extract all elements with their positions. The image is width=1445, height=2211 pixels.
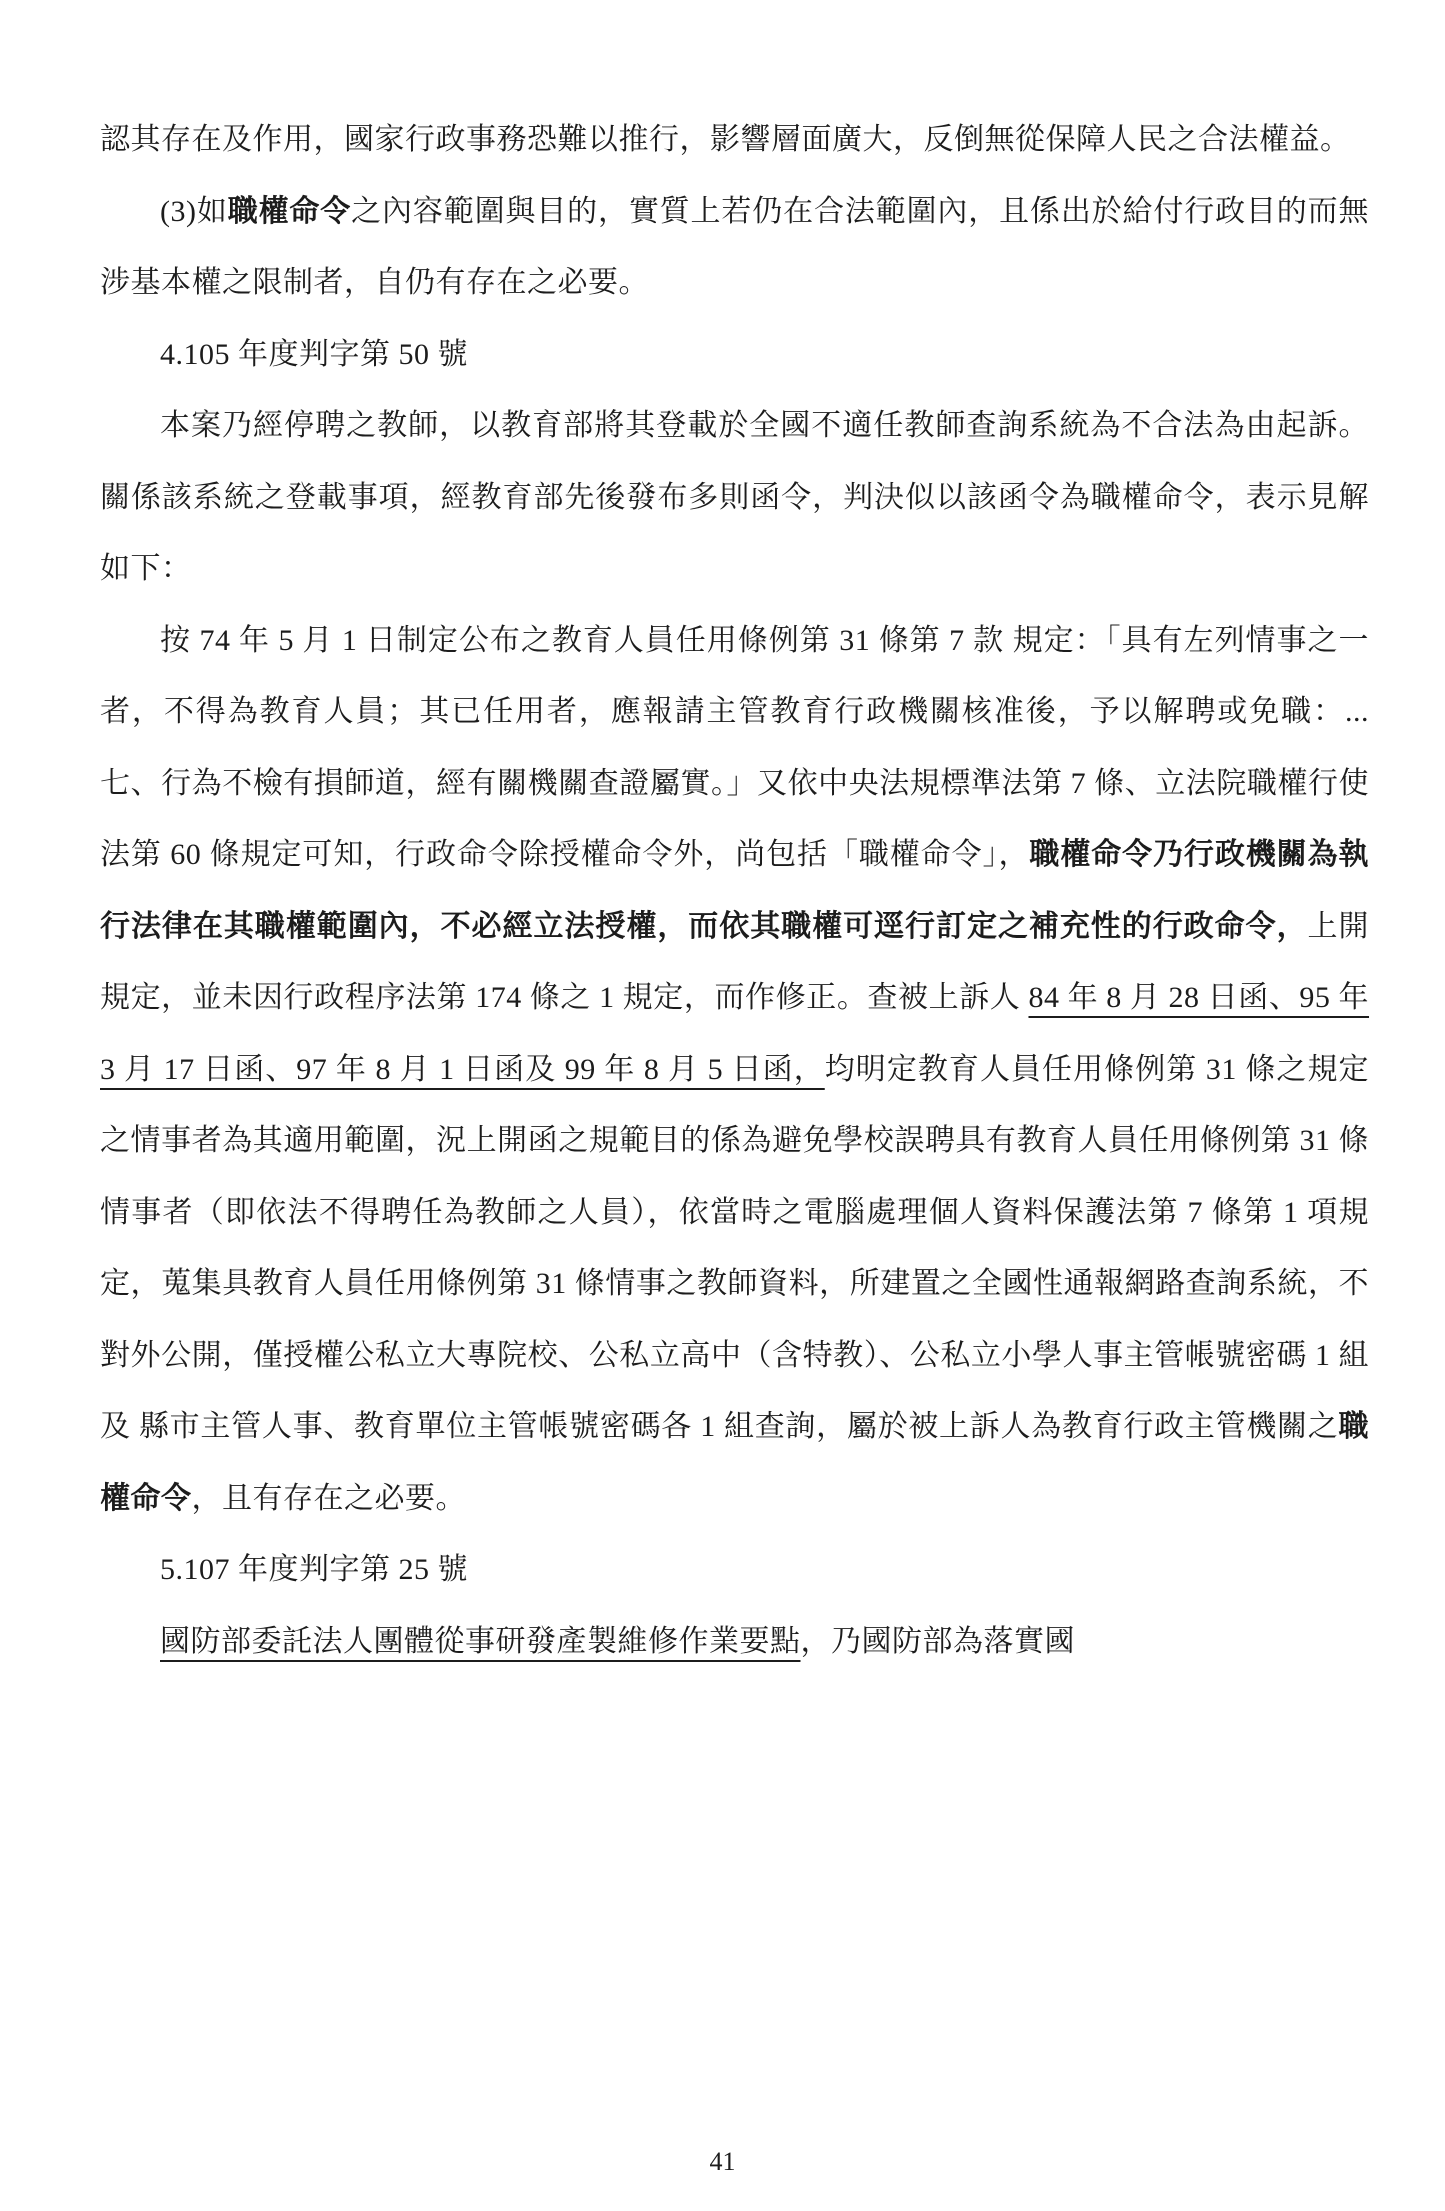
bold-text: 職權命令 <box>227 194 352 228</box>
underlined-text: 84 年 8 月 28 日函、95 年 3 月 17 日函、97 年 8 月 1 日函及 99 年 8 月 5 日函， <box>100 981 1370 1086</box>
paragraph <box>100 1606 1369 1678</box>
page-number: 41 <box>709 2147 736 2176</box>
paragraph <box>100 390 1369 605</box>
body-text: 上開規定，並未因行政程序法第 174 條之 1 規定，而作修正。查被上訴人 <box>100 909 1370 1014</box>
paragraph <box>100 605 1369 1535</box>
body-text: (3)如 <box>160 194 228 228</box>
paragraph <box>100 319 1369 391</box>
body-text: 之內容範圍與目的，實質上若仍在合法範圍內，且係出於給付行政目的而無涉基本權之限制者，自仍有存在之必要。 <box>100 194 1370 299</box>
body-text: 5.107 年度判字第 25 號 <box>160 1553 468 1586</box>
body-text: ，乃國防部為落實國 <box>800 1624 1075 1658</box>
body-text: 均明定教育人員任用條例第 31 條之規定之情事者為其適用範圍，況上開函之規範目的係為避免學校誤聘具有教育人員任用條例第 31 條情事者（即依法不得聘任為教師之人員），依當時之電腦處理個人資料保護法第 7 條第 1 項規定，蒐集具教育人員任用條例第 31 條情事之教師資料，所建置之全國性通報網路查詢系統，不對外公開，僅授權公私立大專院校、公私立高中（含特教）、公私立小學人事主管帳號密碼 1 組及 縣市主管人事、教育單位主管帳號密碼各 1 組查詢，屬於被上訴人為教育行政主管機關之 <box>100 1052 1370 1443</box>
body-text: 認其存在及作用，國家行政事務恐難以推行，影響層面廣大，反倒無從保障人民之合法權益。 <box>100 123 1351 156</box>
bold-text: 職權命令乃行政機關為執行法律在其職權範圍內，不必經立法授權，而依其職權可逕行訂定之補充性的行政命令， <box>100 838 1370 943</box>
body-text: ，且有存在之必要。 <box>191 1481 466 1515</box>
paragraph <box>100 104 1369 176</box>
body-text: 本案乃經停聘之教師，以教育部將其登載於全國不適任教師查詢系統為不合法為由起訴。關係該系統之登載事項，經教育部先後發布多則函令，判決似以該函令為職權命令，表示見解如下： <box>100 409 1369 585</box>
bold-text: 職權命令 <box>100 1410 1369 1515</box>
body-text: 4.105 年度判字第 50 號 <box>160 337 468 371</box>
body-text: 按 74 年 5 月 1 日制定公布之教育人員任用條例第 31 條第 7 款 規定：「具有左列情事之一者，不得為教育人員；其已任用者，應報請主管教育行政機關核准後，予以解聘或免職：...七、行為不檢有損師道，經有關機關查證屬實。」又依中央法規標準法第 7 條、立法院職權行使法第 60 條規定可知，行政命令除授權命令外，尚包括「職權命令」， <box>100 623 1369 871</box>
document-body <box>100 104 1369 1677</box>
paragraph <box>100 1534 1369 1606</box>
underlined-text: 國防部委託法人團體從事研發產製維修作業要點 <box>160 1624 801 1658</box>
paragraph <box>100 176 1369 319</box>
